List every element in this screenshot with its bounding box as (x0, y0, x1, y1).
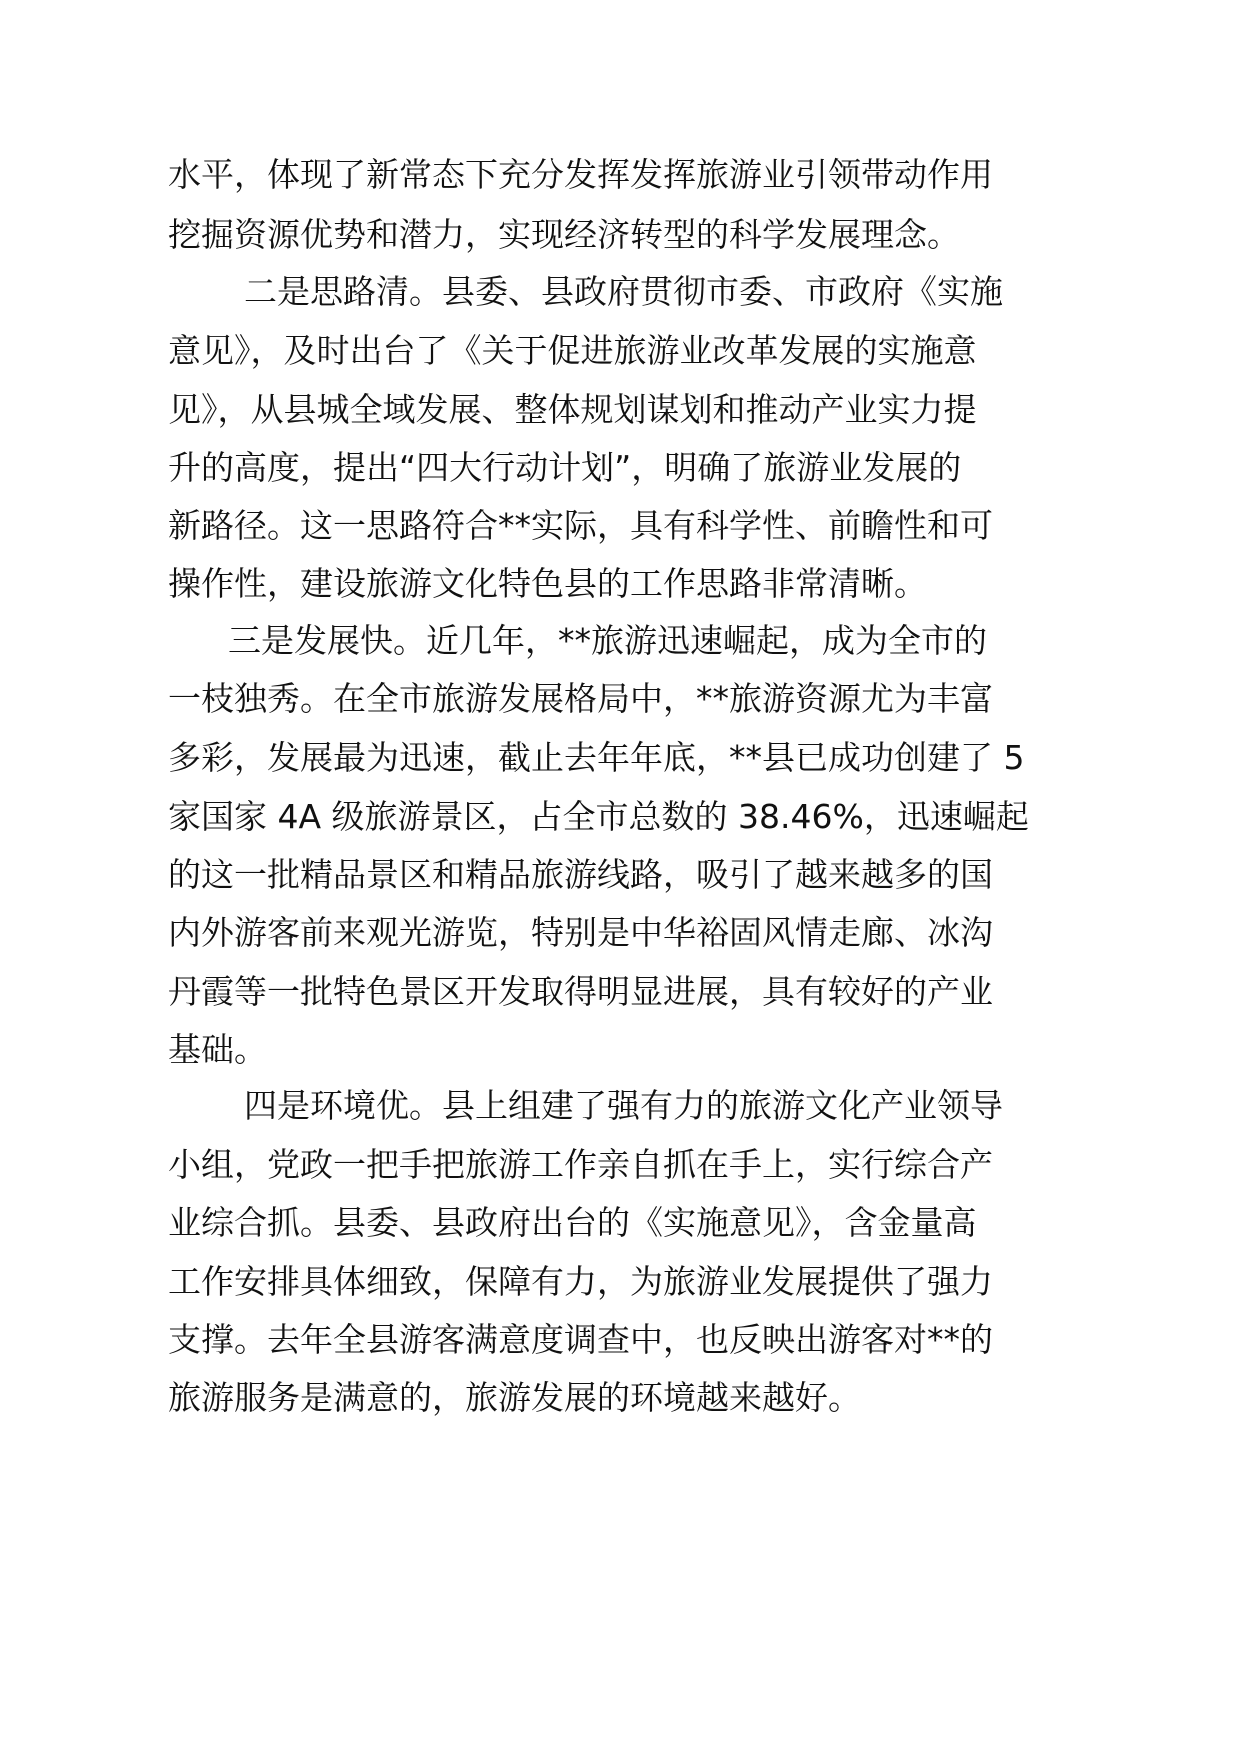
text-line: 家国家 4A 级旅游景区，占全市总数的 38.46%，迅速崛起 (168, 797, 1029, 836)
text-line: 基础。 (168, 1030, 267, 1069)
text-line: 新路径。这一思路符合**实际，具有科学性、前瞻性和可 (168, 506, 993, 545)
text-line: 二是思路清。县委、县政府贯彻市委、市政府《实施 (244, 272, 1003, 311)
text-line: 小组，党政一把手把旅游工作亲自抓在手上，实行综合产 (168, 1145, 993, 1184)
text-line: 挖掘资源优势和潜力，实现经济转型的科学发展理念。 (168, 215, 960, 254)
text-line: 升的高度，提出“四大行动计划”，明确了旅游业发展的 (168, 448, 962, 487)
text-line: 丹霞等一批特色景区开发取得明显进展，具有较好的产业 (168, 972, 993, 1011)
text-line: 意见》，及时出台了《关于促进旅游业改革发展的实施意 (168, 331, 977, 370)
text-line: 支撑。去年全县游客满意度调查中，也反映出游客对**的 (168, 1320, 993, 1359)
text-line: 内外游客前来观光游览，特别是中华裕固风情走廊、冰沟 (168, 913, 993, 952)
text-line: 工作安排具体细致，保障有力，为旅游业发展提供了强力 (168, 1262, 993, 1301)
text-line: 见》，从县城全域发展、整体规划谋划和推动产业实力提 (168, 390, 977, 429)
text-line: 四是环境优。县上组建了强有力的旅游文化产业领导 (244, 1086, 1003, 1125)
text-line: 三是发展快。近几年，**旅游迅速崛起，成为全市的 (228, 621, 987, 660)
text-line: 水平，体现了新常态下充分发挥发挥旅游业引领带动作用 (168, 155, 993, 194)
text-line: 业综合抓。县委、县政府出台的《实施意见》，含金量高 (168, 1203, 977, 1242)
text-line: 多彩，发展最为迅速，截止去年年底，**县已成功创建了 5 (168, 738, 1025, 777)
text-line: 旅游服务是满意的，旅游发展的环境越来越好。 (168, 1378, 861, 1417)
text-line: 一枝独秀。在全市旅游发展格局中，**旅游资源尤为丰富 (168, 679, 993, 718)
text-line: 的这一批精品景区和精品旅游线路，吸引了越来越多的国 (168, 855, 993, 894)
text-line: 操作性，建设旅游文化特色县的工作思路非常清晰。 (168, 564, 927, 603)
